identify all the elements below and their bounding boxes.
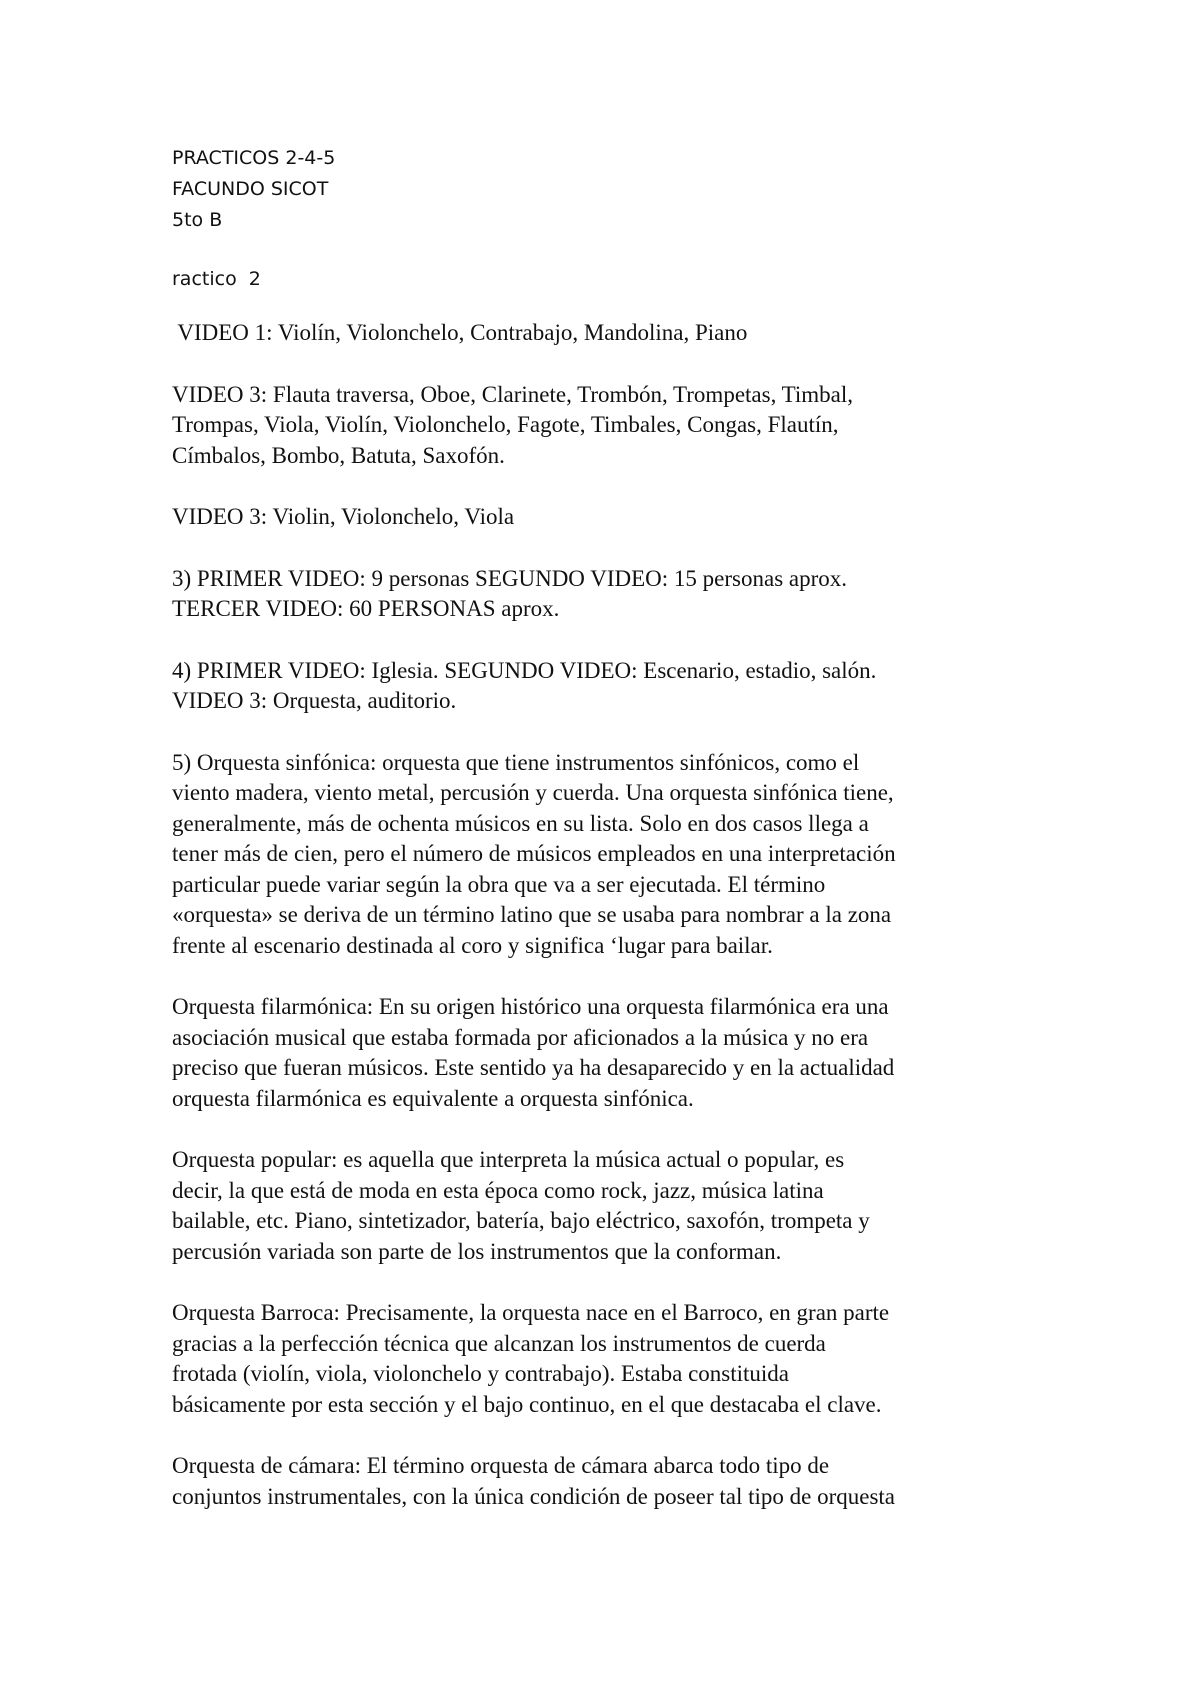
paragraph xyxy=(172,1145,1052,1267)
section-heading: ractico 2 xyxy=(172,268,261,290)
text-line: asociación musical que estaba formada por aficionados a la música y no era xyxy=(172,1024,869,1050)
text-line: viento madera, viento metal, percusión y cuerda. Una orquesta sinfónica tiene, xyxy=(172,780,894,805)
text-line: Orquesta filarmónica: En su origen histórico una orquesta filarmónica era una xyxy=(172,994,889,1019)
text-line: 4) PRIMER VIDEO: Iglesia. SEGUNDO VIDEO: Escenario, estadio, salón. xyxy=(172,657,877,683)
text-line: tener más de cien, pero el número de músicos empleados en una interpretación xyxy=(172,841,896,866)
author-name: FACUNDO SICOT xyxy=(172,178,329,200)
text-line: frotada (violín, viola, violonchelo y contrabajo). Estaba constituida xyxy=(172,1361,789,1386)
text-line: VIDEO 1: Violín, Violonchelo, Contrabajo, Mandolina, Piano xyxy=(172,320,748,345)
text-line: percusión variada son parte de los instrumentos que la conforman. xyxy=(172,1238,782,1264)
paragraph xyxy=(172,748,1052,962)
text-line: VIDEO 3: Orquesta, auditorio. xyxy=(172,688,457,713)
text-line: 5) Orquesta sinfónica: orquesta que tiene instrumentos sinfónicos, como el xyxy=(172,749,860,775)
text-line: «orquesta» se deriva de un término latino que se usaba para nombrar a la zona xyxy=(172,902,892,927)
paragraph xyxy=(172,1451,1052,1512)
paragraph xyxy=(172,318,1052,349)
text-line: Orquesta popular: es aquella que interpreta la música actual o popular, es xyxy=(172,1147,845,1172)
text-line: preciso que fueran músicos. Este sentido ya ha desaparecido y en la actualidad xyxy=(172,1055,895,1080)
text-line: bailable, etc. Piano, sintetizador, batería, bajo eléctrico, saxofón, trompeta y xyxy=(172,1208,870,1233)
text-line: 3) PRIMER VIDEO: 9 personas SEGUNDO VIDEO: 15 personas aprox. xyxy=(172,565,848,591)
text-line: VIDEO 3: Violin, Violonchelo, Viola xyxy=(172,504,515,529)
text-line: orquesta filarmónica es equivalente a orquesta sinfónica. xyxy=(172,1085,694,1111)
text-line: particular puede variar según la obra que va a ser ejecutada. El término xyxy=(172,871,826,897)
paragraph xyxy=(172,1298,1052,1420)
text-line: frente al escenario destinada al coro y significa ‘lugar para bailar. xyxy=(172,932,773,958)
paragraph xyxy=(172,564,1052,625)
text-line: Orquesta Barroca: Precisamente, la orquesta nace en el Barroco, en gran parte xyxy=(172,1300,890,1325)
text-line: Orquesta de cámara: El término orquesta de cámara abarca todo tipo de xyxy=(172,1453,830,1478)
text-line: VIDEO 3: Flauta traversa, Oboe, Clarinete, Trombón, Trompetas, Timbal, xyxy=(172,381,854,407)
text-line: Trompas, Viola, Violín, Violonchelo, Fagote, Timbales, Congas, Flautín, xyxy=(172,412,839,437)
paragraph xyxy=(172,656,1052,717)
text-line: básicamente por esta sección y el bajo continuo, en el que destacaba el clave. xyxy=(172,1391,882,1417)
paragraph xyxy=(172,380,1052,472)
text-line: decir, la que está de moda en esta época como rock, jazz, música latina xyxy=(172,1177,824,1203)
document-body xyxy=(172,318,1052,1543)
paragraph xyxy=(172,992,1052,1114)
document-header xyxy=(172,143,1072,295)
text-line: Címbalos, Bombo, Batuta, Saxofón. xyxy=(172,442,505,468)
text-line: TERCER VIDEO: 60 PERSONAS aprox. xyxy=(172,596,560,621)
paragraph xyxy=(172,502,1052,533)
text-line: generalmente, más de ochenta músicos en su lista. Solo en dos casos llega a xyxy=(172,810,869,836)
course-label: 5to B xyxy=(172,209,223,231)
text-line: conjuntos instrumentales, con la única condición de poseer tal tipo de orquesta xyxy=(172,1483,896,1509)
text-line: gracias a la perfección técnica que alcanzan los instrumentos de cuerda xyxy=(172,1330,826,1356)
document-title: PRACTICOS 2-4-5 xyxy=(172,147,336,169)
